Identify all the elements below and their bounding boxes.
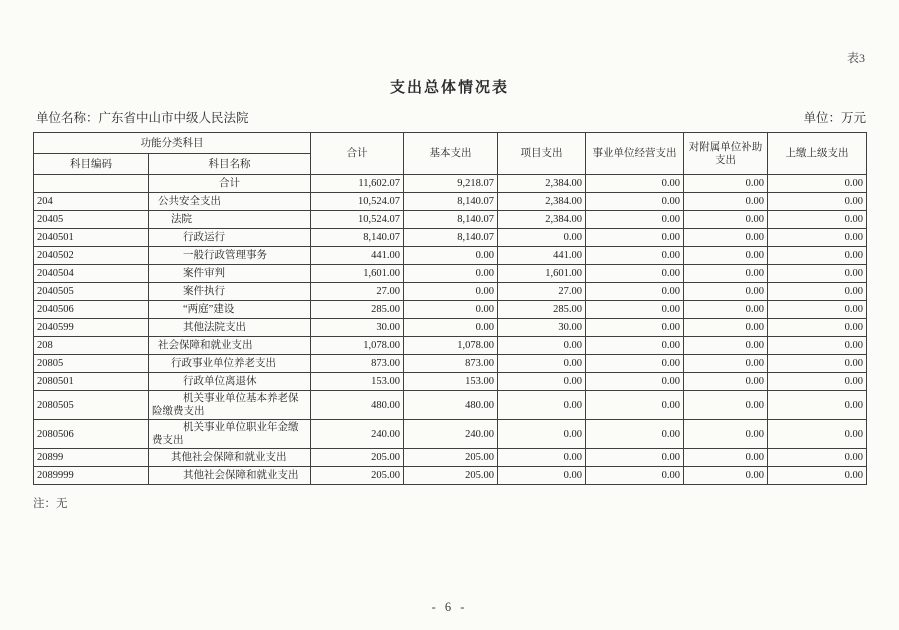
amount-cell: 0.00 (768, 319, 867, 337)
amount-cell: 153.00 (404, 373, 498, 391)
amount-cell: 0.00 (498, 391, 586, 420)
amount-cell: 0.00 (586, 373, 684, 391)
subject-code-cell: 2040506 (34, 301, 149, 319)
subject-name-cell: 公共安全支出 (149, 193, 311, 211)
amount-cell: 0.00 (768, 247, 867, 265)
table-row (34, 301, 867, 319)
amount-cell: 1,601.00 (311, 265, 404, 283)
subject-name-cell: 其他社会保障和就业支出 (149, 467, 311, 485)
amount-cell: 0.00 (684, 301, 768, 319)
amount-cell: 0.00 (586, 193, 684, 211)
currency-unit-label: 单位：万元 (803, 111, 866, 125)
amount-cell: 0.00 (684, 449, 768, 467)
amount-cell: 2,384.00 (498, 175, 586, 193)
table-row (34, 265, 867, 283)
amount-cell: 0.00 (586, 265, 684, 283)
amount-cell: 240.00 (311, 420, 404, 449)
subject-code-cell: 2040504 (34, 265, 149, 283)
amount-cell: 0.00 (684, 355, 768, 373)
header-operating-expenditure: 事业单位经营支出 (586, 133, 684, 175)
amount-cell: 0.00 (586, 175, 684, 193)
amount-cell: 0.00 (684, 175, 768, 193)
amount-cell: 0.00 (498, 355, 586, 373)
amount-cell: 0.00 (684, 247, 768, 265)
amount-cell: 0.00 (404, 301, 498, 319)
amount-cell: 0.00 (586, 211, 684, 229)
subject-name-cell: 行政单位离退休 (149, 373, 311, 391)
amount-cell: 2,384.00 (498, 193, 586, 211)
table-row (34, 319, 867, 337)
amount-cell: 0.00 (404, 283, 498, 301)
subject-name-cell: 案件审判 (149, 265, 311, 283)
expenditure-table (33, 132, 867, 485)
amount-cell: 0.00 (768, 449, 867, 467)
amount-cell: 0.00 (768, 467, 867, 485)
table-row (34, 449, 867, 467)
header-upturn-expenditure: 上缴上级支出 (768, 133, 867, 175)
table-row (34, 283, 867, 301)
header-subsidy-expenditure: 对附属单位补助支出 (684, 133, 768, 175)
amount-cell: 0.00 (586, 319, 684, 337)
amount-cell: 8,140.07 (311, 229, 404, 247)
amount-cell: 30.00 (311, 319, 404, 337)
amount-cell: 0.00 (586, 355, 684, 373)
subject-code-cell: 208 (34, 337, 149, 355)
subject-code-cell (34, 175, 149, 193)
amount-cell: 0.00 (768, 229, 867, 247)
amount-cell: 0.00 (768, 193, 867, 211)
amount-cell: 0.00 (768, 301, 867, 319)
amount-cell: 0.00 (768, 420, 867, 449)
header-subject-name: 科目名称 (149, 154, 311, 175)
subject-code-cell: 2089999 (34, 467, 149, 485)
subject-name-cell: 合计 (149, 175, 311, 193)
amount-cell: 0.00 (684, 193, 768, 211)
footnote: 注：无 (33, 498, 68, 510)
amount-cell: 27.00 (311, 283, 404, 301)
amount-cell: 0.00 (586, 449, 684, 467)
subject-name-cell: 案件执行 (149, 283, 311, 301)
amount-cell: 0.00 (404, 265, 498, 283)
amount-cell: 240.00 (404, 420, 498, 449)
subject-code-cell: 204 (34, 193, 149, 211)
amount-cell: 2,384.00 (498, 211, 586, 229)
amount-cell: 1,078.00 (311, 337, 404, 355)
subject-code-cell: 2080506 (34, 420, 149, 449)
table-header (34, 133, 867, 175)
amount-cell: 0.00 (586, 337, 684, 355)
amount-cell: 0.00 (684, 283, 768, 301)
amount-cell: 0.00 (498, 337, 586, 355)
subject-code-cell: 20405 (34, 211, 149, 229)
amount-cell: 0.00 (404, 319, 498, 337)
subject-name-cell: 社会保障和就业支出 (149, 337, 311, 355)
amount-cell: 205.00 (404, 449, 498, 467)
subject-code-cell: 20899 (34, 449, 149, 467)
table-row (34, 229, 867, 247)
amount-cell: 0.00 (586, 229, 684, 247)
amount-cell: 8,140.07 (404, 211, 498, 229)
header-project-expenditure: 项目支出 (498, 133, 586, 175)
amount-cell: 9,218.07 (404, 175, 498, 193)
subject-name-cell: 其他社会保障和就业支出 (149, 449, 311, 467)
amount-cell: 0.00 (768, 391, 867, 420)
subject-code-cell: 2080501 (34, 373, 149, 391)
amount-cell: 205.00 (404, 467, 498, 485)
subject-code-cell: 2040501 (34, 229, 149, 247)
amount-cell: 30.00 (498, 319, 586, 337)
amount-cell: 8,140.07 (404, 193, 498, 211)
amount-cell: 205.00 (311, 467, 404, 485)
amount-cell: 873.00 (311, 355, 404, 373)
table-row (34, 420, 867, 449)
subject-name-cell: “两庭”建设 (149, 301, 311, 319)
table-body (34, 175, 867, 485)
amount-cell: 0.00 (684, 319, 768, 337)
amount-cell: 285.00 (311, 301, 404, 319)
subject-name-cell: 一般行政管理事务 (149, 247, 311, 265)
amount-cell: 10,524.07 (311, 193, 404, 211)
amount-cell: 0.00 (498, 373, 586, 391)
amount-cell: 0.00 (586, 247, 684, 265)
amount-cell: 11,602.07 (311, 175, 404, 193)
subject-name-cell: 法院 (149, 211, 311, 229)
subject-name-cell: 其他法院支出 (149, 319, 311, 337)
table-corner-label: 表3 (846, 51, 865, 65)
header-subject-code: 科目编码 (34, 154, 149, 175)
amount-cell: 0.00 (498, 229, 586, 247)
amount-cell: 0.00 (684, 391, 768, 420)
table-row (34, 391, 867, 420)
header-total: 合计 (311, 133, 404, 175)
amount-cell: 0.00 (586, 467, 684, 485)
amount-cell: 27.00 (498, 283, 586, 301)
page-title: 支出总体情况表 (389, 80, 509, 96)
amount-cell: 205.00 (311, 449, 404, 467)
table-row (34, 193, 867, 211)
header-function-category: 功能分类科目 (34, 133, 311, 154)
unit-name-label: 单位名称：广东省中山市中级人民法院 (36, 111, 249, 125)
amount-cell: 0.00 (684, 420, 768, 449)
amount-cell: 480.00 (404, 391, 498, 420)
amount-cell: 480.00 (311, 391, 404, 420)
amount-cell: 285.00 (498, 301, 586, 319)
amount-cell: 0.00 (498, 420, 586, 449)
amount-cell: 8,140.07 (404, 229, 498, 247)
amount-cell: 0.00 (586, 420, 684, 449)
amount-cell: 0.00 (684, 229, 768, 247)
amount-cell: 0.00 (768, 175, 867, 193)
meta-line (36, 108, 866, 126)
subject-code-cell: 2040505 (34, 283, 149, 301)
amount-cell: 0.00 (768, 211, 867, 229)
table-row (34, 337, 867, 355)
page-number: - 6 - (431, 600, 468, 614)
amount-cell: 1,601.00 (498, 265, 586, 283)
amount-cell: 0.00 (684, 337, 768, 355)
amount-cell: 0.00 (684, 467, 768, 485)
amount-cell: 10,524.07 (311, 211, 404, 229)
table-row (34, 467, 867, 485)
subject-name-cell: 行政运行 (149, 229, 311, 247)
amount-cell: 0.00 (498, 449, 586, 467)
amount-cell: 0.00 (404, 247, 498, 265)
amount-cell: 0.00 (684, 265, 768, 283)
subject-code-cell: 2040502 (34, 247, 149, 265)
subject-name-cell: 机关事业单位基本养老保险缴费支出 (149, 391, 311, 420)
amount-cell: 0.00 (586, 283, 684, 301)
table-row (34, 175, 867, 193)
amount-cell: 0.00 (768, 265, 867, 283)
amount-cell: 0.00 (684, 373, 768, 391)
amount-cell: 153.00 (311, 373, 404, 391)
amount-cell: 0.00 (586, 391, 684, 420)
amount-cell: 441.00 (498, 247, 586, 265)
table-row (34, 247, 867, 265)
subject-name-cell: 机关事业单位职业年金缴费支出 (149, 420, 311, 449)
table-row (34, 373, 867, 391)
amount-cell: 0.00 (498, 467, 586, 485)
amount-cell: 0.00 (768, 373, 867, 391)
subject-code-cell: 20805 (34, 355, 149, 373)
amount-cell: 0.00 (768, 283, 867, 301)
amount-cell: 441.00 (311, 247, 404, 265)
subject-code-cell: 2080505 (34, 391, 149, 420)
subject-name-cell: 行政事业单位养老支出 (149, 355, 311, 373)
amount-cell: 0.00 (684, 211, 768, 229)
amount-cell: 0.00 (586, 301, 684, 319)
table-row (34, 355, 867, 373)
amount-cell: 0.00 (768, 337, 867, 355)
header-basic-expenditure: 基本支出 (404, 133, 498, 175)
amount-cell: 873.00 (404, 355, 498, 373)
amount-cell: 0.00 (768, 355, 867, 373)
table-row (34, 211, 867, 229)
amount-cell: 1,078.00 (404, 337, 498, 355)
subject-code-cell: 2040599 (34, 319, 149, 337)
